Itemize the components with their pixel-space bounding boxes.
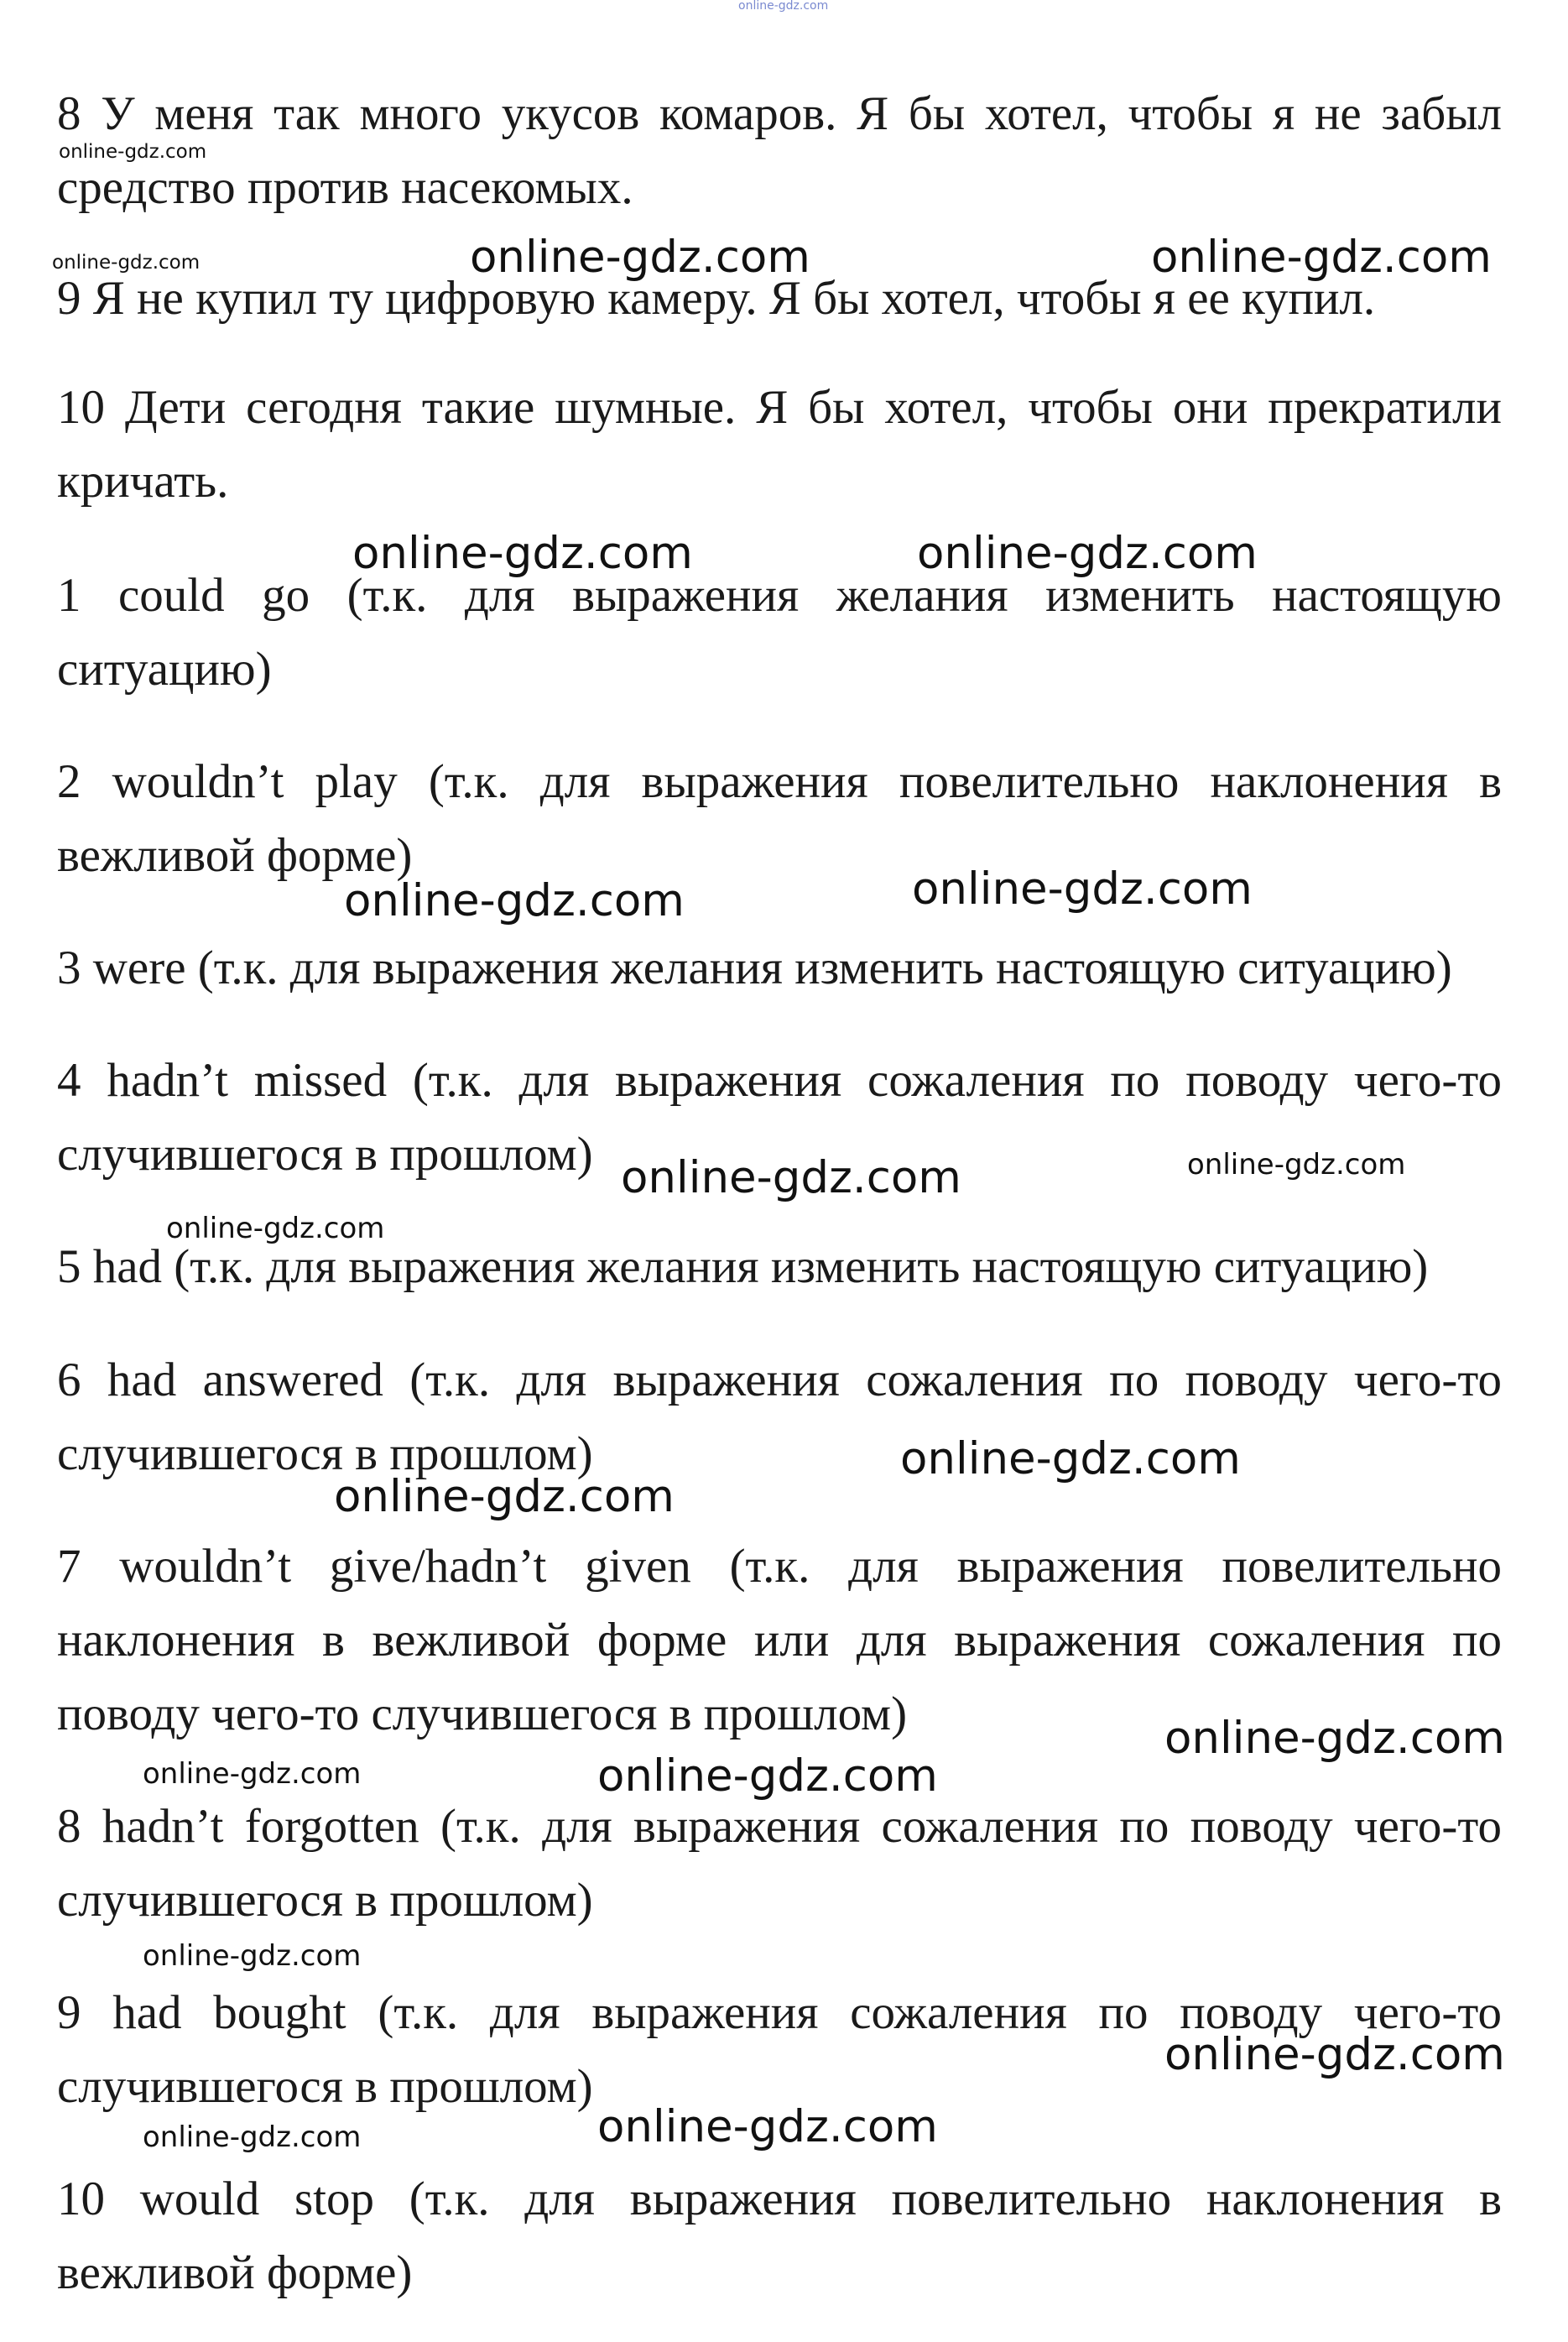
watermark-small: online-gdz.com xyxy=(143,2120,362,2154)
watermark-top: online-gdz.com xyxy=(738,0,829,13)
watermark-small: online-gdz.com xyxy=(166,1212,385,1245)
watermark: online-gdz.com xyxy=(597,2101,938,2152)
answer-2: 2 wouldn’t play (т.к. для выражения повелительно наклонения в вежливой форме) xyxy=(57,755,1502,882)
watermark: online-gdz.com xyxy=(1164,1713,1505,1764)
watermark: online-gdz.com xyxy=(334,1471,675,1522)
watermark: online-gdz.com xyxy=(470,232,810,283)
watermark: online-gdz.com xyxy=(621,1152,961,1203)
watermark-small: online-gdz.com xyxy=(1187,1148,1406,1181)
watermark: online-gdz.com xyxy=(1164,2029,1505,2080)
watermark: online-gdz.com xyxy=(352,528,693,579)
watermark: online-gdz.com xyxy=(344,875,685,926)
watermark: online-gdz.com xyxy=(900,1433,1241,1484)
watermark: online-gdz.com xyxy=(912,863,1253,915)
answer-10: 10 would stop (т.к. для выражения повелительно наклонения в вежливой форме) xyxy=(57,2172,1502,2299)
translation-8: 8 У меня так много укусов комаров. Я бы хотел, чтобы я не забыл средство против насекомых. xyxy=(57,87,1502,214)
watermark-tiny: online-gdz.com xyxy=(59,141,207,163)
answer-4: 4 hadn’t missed (т.к. для выражения сожаления по поводу чего-то случившегося в прошлом) xyxy=(57,1054,1502,1181)
watermark-small: online-gdz.com xyxy=(143,1939,362,1973)
answer-9: 9 had bought (т.к. для выражения сожаления по поводу чего-то случившегося в прошлом) xyxy=(57,1986,1502,2113)
answer-3: 3 were (т.к. для выражения желания изменить настоящую ситуацию) xyxy=(57,941,1452,994)
watermark: online-gdz.com xyxy=(917,528,1258,579)
answer-1: 1 could go (т.к. для выражения желания изменить настоящую ситуацию) xyxy=(57,569,1502,696)
answer-6: 6 had answered (т.к. для выражения сожаления по поводу чего-то случившегося в прошлом) xyxy=(57,1354,1502,1480)
answer-8: 8 hadn’t forgotten (т.к. для выражения сожаления по поводу чего-то случившегося в прошлом) xyxy=(57,1800,1502,1927)
watermark: online-gdz.com xyxy=(597,1750,938,1802)
answer-5: 5 had (т.к. для выражения желания изменить настоящую ситуацию) xyxy=(57,1240,1429,1293)
answer-7: 7 wouldn’t give/hadn’t given (т.к. для выражения повелительно наклонения в вежливой форме или для выражения сожаления по поводу чего-то случившегося в прошлом) xyxy=(57,1540,1502,1740)
translation-10: 10 Дети сегодня такие шумные. Я бы хотел, чтобы они прекратили кричать. xyxy=(57,381,1502,508)
watermark-small: online-gdz.com xyxy=(143,1757,362,1791)
watermark-tiny: online-gdz.com xyxy=(52,252,201,274)
translation-9: 9 Я не купил ту цифровую камеру. Я бы хотел, чтобы я ее купил. xyxy=(57,272,1376,325)
watermark: online-gdz.com xyxy=(1151,232,1492,283)
